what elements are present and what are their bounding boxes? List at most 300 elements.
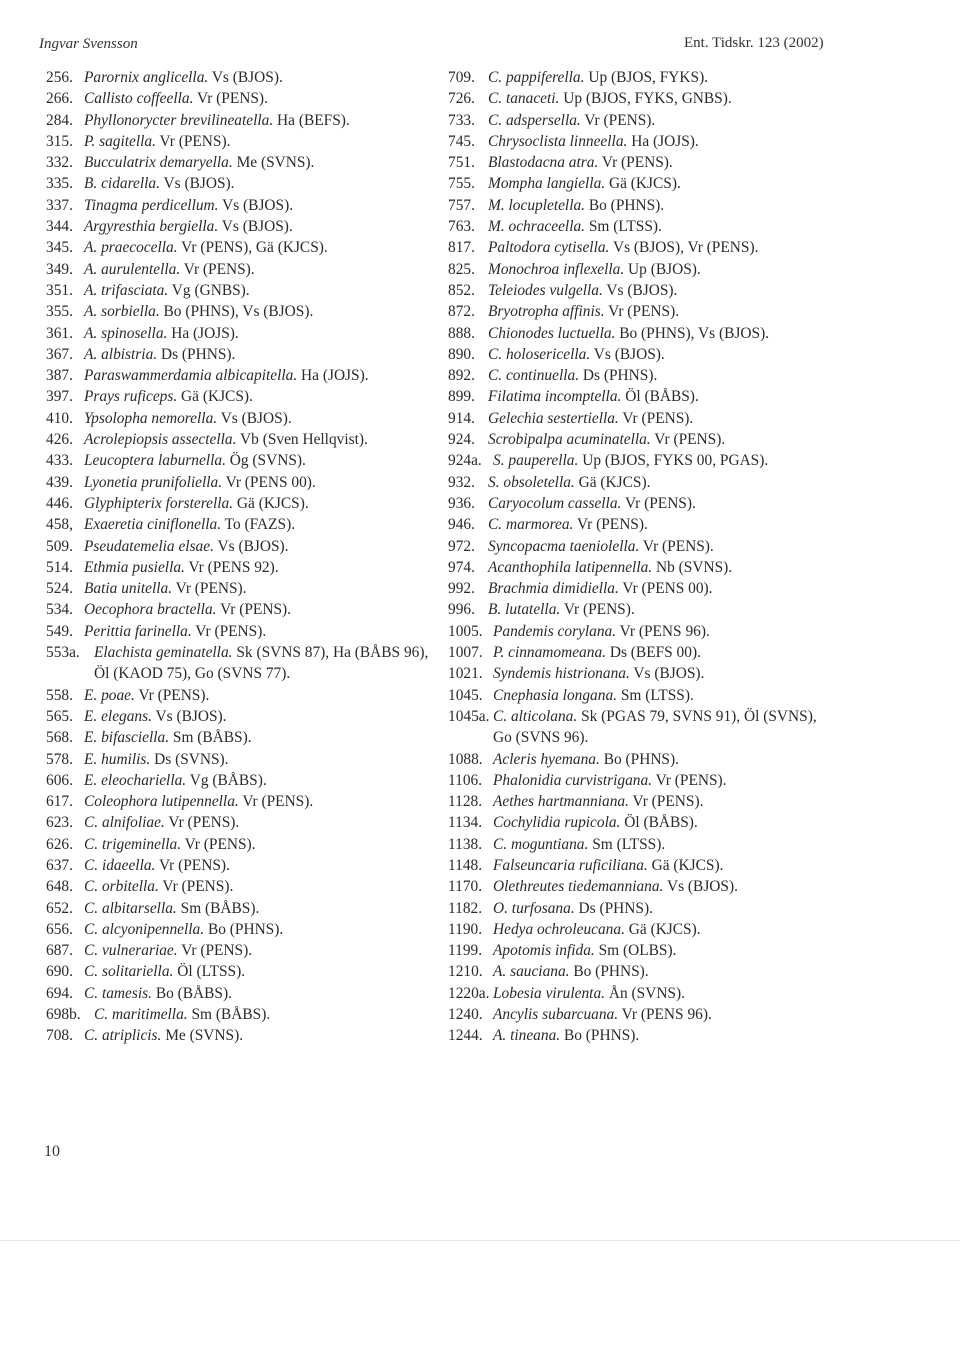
entry-number: 361. bbox=[46, 324, 73, 342]
entry-text bbox=[493, 1025, 838, 1046]
entry-number: 397. bbox=[46, 388, 73, 406]
entry-text bbox=[488, 237, 838, 258]
species-entry bbox=[448, 195, 838, 216]
entry-text bbox=[488, 514, 838, 535]
entry-text bbox=[84, 834, 436, 855]
entry-text bbox=[488, 67, 838, 88]
species-entry bbox=[448, 493, 838, 514]
entry-number: 387. bbox=[46, 367, 73, 385]
species-name: Ethmia pusiella. bbox=[84, 558, 185, 576]
locality-record: Sk (SVNS 87), Ha (BÅBS 96), Öl (KAOD 75), Go (SVNS 77). bbox=[94, 644, 429, 683]
species-name: A. spinosella. bbox=[84, 324, 168, 342]
species-entry bbox=[46, 514, 436, 535]
entry-text bbox=[84, 812, 436, 833]
entry-number: 924a. bbox=[448, 452, 482, 470]
entry-number: 690. bbox=[46, 963, 73, 981]
species-entry bbox=[46, 557, 436, 578]
entry-text bbox=[488, 429, 838, 450]
species-entry bbox=[448, 876, 838, 897]
species-entry bbox=[46, 429, 436, 450]
entry-number: 266. bbox=[46, 90, 73, 108]
species-name: S. obsoletella. bbox=[488, 473, 575, 491]
species-name: C. alcyonipennella. bbox=[84, 920, 205, 938]
species-name: E. poae. bbox=[84, 686, 135, 704]
species-name: C. idaeella. bbox=[84, 856, 156, 874]
species-entry bbox=[46, 855, 436, 876]
entry-number: 745. bbox=[448, 132, 475, 150]
entry-number: 637. bbox=[46, 856, 73, 874]
locality-record: Vr (PENS). bbox=[191, 622, 267, 640]
locality-record: To (FAZS). bbox=[221, 516, 296, 534]
species-entry bbox=[46, 940, 436, 961]
species-name: Filatima incomptella. bbox=[488, 388, 622, 406]
entry-text bbox=[94, 642, 436, 685]
locality-record: Öl (BÅBS). bbox=[620, 814, 698, 832]
entry-text bbox=[488, 599, 838, 620]
locality-record: Vs (BJOS). bbox=[218, 218, 293, 236]
entry-number: 367. bbox=[46, 345, 73, 363]
species-entry bbox=[46, 961, 436, 982]
species-name: Caryocolum cassella. bbox=[488, 494, 622, 512]
species-entry bbox=[448, 301, 838, 322]
entry-text bbox=[488, 131, 838, 152]
entry-number: 1148. bbox=[448, 856, 483, 874]
locality-record: Ds (PHNS). bbox=[157, 345, 236, 363]
species-name: C. atriplicis. bbox=[84, 1027, 162, 1045]
species-name: Prays ruficeps. bbox=[84, 388, 178, 406]
species-entry bbox=[46, 280, 436, 301]
species-name: Argyresthia bergiella. bbox=[84, 218, 219, 236]
entry-number: 349. bbox=[46, 260, 73, 278]
species-name: Cnephasia longana. bbox=[493, 686, 617, 704]
entry-text bbox=[488, 344, 838, 365]
species-name: Coleophora lutipennella. bbox=[84, 793, 239, 811]
entry-text bbox=[488, 301, 838, 322]
entry-number: 946. bbox=[448, 516, 475, 534]
locality-record: Vr (PENS). bbox=[621, 494, 696, 512]
locality-record: Vg (BÅBS). bbox=[186, 771, 267, 789]
entry-number: 694. bbox=[46, 984, 73, 1002]
species-name: C. solitariella. bbox=[84, 963, 174, 981]
locality-record: Me (SVNS). bbox=[232, 154, 315, 172]
entry-number: 708. bbox=[46, 1027, 73, 1045]
locality-record: Sm (LTSS). bbox=[616, 686, 694, 704]
entry-text bbox=[84, 301, 436, 322]
locality-record: Vs (BJOS), Vr (PENS). bbox=[609, 239, 759, 257]
species-entry bbox=[46, 472, 436, 493]
entry-text bbox=[493, 450, 838, 471]
entry-text bbox=[488, 323, 838, 344]
species-name: C. tamesis. bbox=[84, 984, 152, 1002]
locality-record: Ds (PHNS). bbox=[579, 367, 658, 385]
species-name: B. cidarella. bbox=[84, 175, 160, 193]
locality-record: Bo (BÅBS). bbox=[151, 984, 232, 1002]
species-name: C. adspersella. bbox=[488, 111, 581, 129]
species-name: Paraswammerdamia albicapitella. bbox=[84, 367, 298, 385]
entry-number: 755. bbox=[448, 175, 475, 193]
locality-record: Ds (SVNS). bbox=[150, 750, 229, 768]
species-entry bbox=[46, 578, 436, 599]
species-name: Parornix anglicella. bbox=[84, 69, 209, 86]
entry-number: 825. bbox=[448, 260, 475, 278]
species-name: A. sorbiella. bbox=[84, 303, 160, 321]
species-entry bbox=[448, 536, 838, 557]
species-name: A. praecocella. bbox=[84, 239, 178, 257]
locality-record: Vr (PENS). bbox=[155, 132, 231, 150]
species-entry bbox=[448, 514, 838, 535]
species-name: A. trifasciata. bbox=[84, 281, 169, 299]
entry-number: 687. bbox=[46, 942, 73, 960]
species-entry bbox=[448, 131, 838, 152]
entry-number: 337. bbox=[46, 196, 73, 214]
locality-record: Sm (BÅBS). bbox=[176, 899, 260, 917]
entry-number: 623. bbox=[46, 814, 73, 832]
locality-record: Bo (PHNS), Vs (BJOS). bbox=[159, 303, 314, 321]
species-entry bbox=[46, 450, 436, 471]
locality-record: Vr (PENS 96). bbox=[616, 622, 710, 640]
entry-number: 1007. bbox=[448, 644, 483, 662]
species-name: Pandemis corylana. bbox=[493, 622, 617, 640]
locality-record: Ån (SVNS). bbox=[605, 984, 685, 1002]
species-entry bbox=[46, 642, 436, 685]
species-entry bbox=[46, 706, 436, 727]
running-header-author: Ingvar Svensson bbox=[39, 36, 138, 52]
entry-text bbox=[84, 67, 436, 88]
locality-record: Sm (LTSS). bbox=[588, 835, 666, 853]
species-name: Blastodacna atra. bbox=[488, 154, 599, 172]
locality-record: Vr (PENS 00). bbox=[618, 580, 713, 598]
species-name: Hedya ochroleucana. bbox=[493, 920, 625, 938]
locality-record: Vs (BJOS). bbox=[663, 878, 738, 896]
entry-number: 1199. bbox=[448, 942, 483, 960]
entry-text bbox=[493, 642, 838, 663]
entry-number: 757. bbox=[448, 196, 475, 214]
species-name: Oecophora bractella. bbox=[84, 601, 217, 619]
species-entry bbox=[448, 1025, 838, 1046]
species-entry bbox=[46, 67, 436, 88]
entry-text bbox=[488, 110, 838, 131]
entry-number: 1106. bbox=[448, 771, 483, 789]
species-name: Elachista geminatella. bbox=[94, 644, 233, 662]
species-name: Chrysoclista linneella. bbox=[488, 132, 628, 150]
species-entry bbox=[448, 323, 838, 344]
entry-number: 606. bbox=[46, 771, 73, 789]
entry-text bbox=[493, 706, 838, 749]
species-name: C. holosericella. bbox=[488, 345, 591, 363]
locality-record: Sm (BÅBS). bbox=[187, 1006, 271, 1024]
species-name: Chionodes luctuella. bbox=[488, 324, 616, 342]
species-entry bbox=[46, 727, 436, 748]
locality-record: Ha (JOJS). bbox=[167, 324, 239, 342]
locality-record: Vr (PENS). bbox=[177, 942, 253, 960]
species-name: Bucculatrix demaryella. bbox=[84, 154, 233, 172]
entry-text bbox=[493, 919, 838, 940]
locality-record: Ds (BEFS 00). bbox=[606, 644, 701, 662]
species-entry bbox=[448, 642, 838, 663]
locality-record: Bo (PHNS), Vs (BJOS). bbox=[615, 324, 770, 342]
species-name: Paltodora cytisella. bbox=[488, 239, 610, 257]
entry-number: 974. bbox=[448, 558, 475, 576]
species-entry bbox=[448, 152, 838, 173]
entry-number: 355. bbox=[46, 303, 73, 321]
locality-record: Öl (LTSS). bbox=[173, 963, 246, 981]
locality-record: Ha (JOJS). bbox=[627, 132, 699, 150]
entry-number: 446. bbox=[46, 494, 73, 512]
entry-text bbox=[84, 493, 436, 514]
species-entry bbox=[448, 749, 838, 770]
entry-number: 284. bbox=[46, 111, 73, 129]
entry-text bbox=[488, 536, 838, 557]
species-name: Olethreutes tiedemanniana. bbox=[493, 878, 664, 896]
species-name: Syncopacma taeniolella. bbox=[488, 537, 640, 555]
entry-number: 617. bbox=[46, 793, 73, 811]
species-name: Bryotropha affinis. bbox=[488, 303, 605, 321]
species-name: E. humilis. bbox=[84, 750, 151, 768]
entry-text bbox=[493, 621, 838, 642]
species-entry bbox=[448, 365, 838, 386]
species-entry bbox=[448, 110, 838, 131]
entry-number: 852. bbox=[448, 281, 475, 299]
species-entry bbox=[448, 961, 838, 982]
locality-record: Vr (PENS). bbox=[238, 793, 314, 811]
entry-text bbox=[493, 791, 838, 812]
entry-text bbox=[84, 919, 436, 940]
entry-number: 888. bbox=[448, 324, 475, 342]
species-entry bbox=[448, 940, 838, 961]
entry-number: 890. bbox=[448, 345, 475, 363]
entry-number: 924. bbox=[448, 431, 475, 449]
species-name: Aethes hartmanniana. bbox=[493, 793, 629, 811]
locality-record: Vb (Sven Hellqvist). bbox=[236, 431, 368, 449]
species-entry bbox=[46, 152, 436, 173]
entry-text bbox=[84, 791, 436, 812]
locality-record: Vr (PENS). bbox=[180, 260, 255, 278]
entry-text bbox=[493, 834, 838, 855]
locality-record: Vr (PENS 92). bbox=[184, 558, 279, 576]
page-number: 10 bbox=[44, 1143, 60, 1160]
entry-text bbox=[84, 770, 436, 791]
species-name: Exaeretia ciniflonella. bbox=[84, 516, 222, 534]
species-entry bbox=[448, 685, 838, 706]
locality-record: Vs (BJOS). bbox=[213, 537, 289, 555]
species-name: E. elegans. bbox=[84, 707, 152, 725]
species-entry bbox=[46, 408, 436, 429]
entry-number: 565. bbox=[46, 707, 73, 725]
entry-number: 458, bbox=[46, 516, 73, 534]
entry-number: 553a. bbox=[46, 644, 80, 662]
species-name: M. locupletella. bbox=[488, 196, 586, 214]
entry-text bbox=[84, 131, 436, 152]
entry-number: 578. bbox=[46, 750, 73, 768]
entry-text bbox=[84, 983, 436, 1004]
locality-record: Up (BJOS, FYKS 00, PGAS). bbox=[578, 452, 769, 470]
entry-text bbox=[84, 621, 436, 642]
species-name: C. tanaceti. bbox=[488, 90, 560, 108]
entry-text bbox=[84, 408, 436, 429]
species-entry bbox=[448, 834, 838, 855]
species-name: C. alticolana. bbox=[493, 707, 578, 725]
entry-number: 1170. bbox=[448, 878, 483, 896]
entry-text bbox=[84, 599, 436, 620]
locality-record: Vr (PENS). bbox=[580, 111, 656, 129]
entry-number: 709. bbox=[448, 69, 475, 86]
locality-record: Vr (PENS). bbox=[158, 878, 234, 896]
species-entry bbox=[448, 344, 838, 365]
species-entry bbox=[448, 791, 838, 812]
entry-text bbox=[84, 386, 436, 407]
entry-number: 534. bbox=[46, 601, 73, 619]
species-entry bbox=[46, 812, 436, 833]
entry-text bbox=[84, 557, 436, 578]
locality-record: Ds (PHNS). bbox=[574, 899, 653, 917]
species-name: Mompha langiella. bbox=[488, 175, 606, 193]
species-name: C. trigeminella. bbox=[84, 835, 182, 853]
entry-number: 410. bbox=[46, 409, 73, 427]
species-entry bbox=[448, 88, 838, 109]
entry-text bbox=[488, 365, 838, 386]
species-name: Brachmia dimidiella. bbox=[488, 580, 619, 598]
locality-record: Up (BJOS, FYKS). bbox=[584, 69, 709, 86]
entry-text bbox=[84, 706, 436, 727]
entry-number: 351. bbox=[46, 281, 73, 299]
entry-number: 1240. bbox=[448, 1006, 483, 1024]
entry-number: 1021. bbox=[448, 665, 483, 683]
locality-record: Vs (BJOS). bbox=[208, 69, 283, 86]
entry-text bbox=[84, 216, 436, 237]
entry-text bbox=[84, 259, 436, 280]
locality-record: Sm (LTSS). bbox=[585, 218, 662, 236]
entry-text bbox=[493, 898, 838, 919]
locality-record: Vr (PENS). bbox=[639, 537, 714, 555]
entry-text bbox=[84, 365, 436, 386]
species-entry bbox=[46, 685, 436, 706]
entry-number: 1138. bbox=[448, 835, 483, 853]
entry-number: 345. bbox=[46, 239, 73, 257]
locality-record: Vr (PENS). bbox=[604, 303, 680, 321]
locality-record: Vr (PENS). bbox=[650, 431, 726, 449]
entry-text bbox=[84, 280, 436, 301]
entry-number: 1005. bbox=[448, 622, 483, 640]
entry-number: 433. bbox=[46, 452, 73, 470]
species-entry bbox=[448, 450, 838, 471]
species-name: Syndemis histrionana. bbox=[493, 665, 630, 683]
entry-text bbox=[488, 152, 838, 173]
species-entry bbox=[46, 237, 436, 258]
species-entry bbox=[448, 472, 838, 493]
entry-text bbox=[488, 408, 838, 429]
entry-text bbox=[493, 961, 838, 982]
species-entry bbox=[46, 834, 436, 855]
entry-number: 652. bbox=[46, 899, 73, 917]
locality-record: Vg (GNBS). bbox=[168, 281, 250, 299]
entry-number: 1088. bbox=[448, 750, 483, 768]
species-entry bbox=[46, 110, 436, 131]
entry-text bbox=[488, 259, 838, 280]
species-name: S. pauperella. bbox=[493, 452, 579, 470]
species-entry bbox=[46, 876, 436, 897]
species-entry bbox=[46, 88, 436, 109]
entry-number: 256. bbox=[46, 69, 73, 86]
locality-record: Vs (BJOS). bbox=[590, 345, 665, 363]
species-entry bbox=[448, 898, 838, 919]
species-entry bbox=[448, 919, 838, 940]
locality-record: Vr (PENS). bbox=[134, 686, 210, 704]
locality-record: Öl (BÅBS). bbox=[621, 388, 699, 406]
locality-record: Bo (PHNS). bbox=[585, 196, 665, 214]
species-entry bbox=[448, 706, 838, 749]
entry-number: 315. bbox=[46, 132, 73, 150]
entry-number: 1244. bbox=[448, 1027, 483, 1045]
entry-text bbox=[84, 450, 436, 471]
entry-text bbox=[493, 663, 838, 684]
species-entry bbox=[46, 1004, 436, 1025]
entry-text bbox=[84, 536, 436, 557]
species-name: C. vulnerariae. bbox=[84, 942, 178, 960]
entry-number: 872. bbox=[448, 303, 475, 321]
entry-text bbox=[84, 429, 436, 450]
entry-text bbox=[84, 152, 436, 173]
entry-number: 996. bbox=[448, 601, 475, 619]
entry-number: 509. bbox=[46, 537, 73, 555]
locality-record: Sk (PGAS 79, SVNS 91), Öl (SVNS), Go (SVNS 96). bbox=[493, 707, 817, 747]
locality-record: Vs (BJOS). bbox=[602, 281, 678, 299]
locality-record: Ha (BEFS). bbox=[273, 111, 350, 129]
entry-text bbox=[493, 812, 838, 833]
species-entry bbox=[448, 770, 838, 791]
species-name: Acleris hyemana. bbox=[493, 750, 600, 768]
entry-number: 549. bbox=[46, 622, 73, 640]
species-name: A. sauciana. bbox=[493, 963, 570, 981]
entry-text bbox=[488, 578, 838, 599]
entry-text bbox=[488, 280, 838, 301]
locality-record: Gä (KJCS). bbox=[574, 473, 651, 491]
entry-text bbox=[84, 685, 436, 706]
locality-record: Vr (PENS 00). bbox=[222, 473, 316, 491]
entry-number: 726. bbox=[448, 90, 475, 108]
species-entry bbox=[46, 323, 436, 344]
species-name: O. turfosana. bbox=[493, 899, 575, 917]
entry-number: 892. bbox=[448, 367, 475, 385]
locality-record: Vr (PENS). bbox=[652, 771, 727, 789]
species-name: C. moguntiana. bbox=[493, 835, 589, 853]
species-name: Gelechia sestertiella. bbox=[488, 409, 619, 427]
entry-number: 626. bbox=[46, 835, 73, 853]
entry-number: 1128. bbox=[448, 793, 483, 811]
entry-number: 568. bbox=[46, 729, 73, 747]
entry-text bbox=[84, 514, 436, 535]
species-entry bbox=[46, 386, 436, 407]
entry-text bbox=[84, 344, 436, 365]
species-name: E. eleochariella. bbox=[84, 771, 187, 789]
species-entry bbox=[46, 216, 436, 237]
entry-number: 426. bbox=[46, 431, 73, 449]
entry-number: 936. bbox=[448, 494, 475, 512]
locality-record: Gä (KJCS). bbox=[233, 494, 309, 512]
entry-number: 972. bbox=[448, 537, 475, 555]
locality-record: Vr (PENS). bbox=[181, 835, 256, 853]
species-name: C. pappiferella. bbox=[488, 69, 585, 86]
species-entry bbox=[448, 173, 838, 194]
locality-record: Vr (PENS). bbox=[216, 601, 291, 619]
footer-divider bbox=[0, 1240, 960, 1241]
species-entry bbox=[46, 301, 436, 322]
entry-number: 932. bbox=[448, 473, 475, 491]
entry-number: 1220a. bbox=[448, 984, 490, 1002]
species-entry bbox=[448, 386, 838, 407]
entry-number: 514. bbox=[46, 558, 73, 576]
entry-text bbox=[488, 493, 838, 514]
entry-number: 344. bbox=[46, 218, 73, 236]
